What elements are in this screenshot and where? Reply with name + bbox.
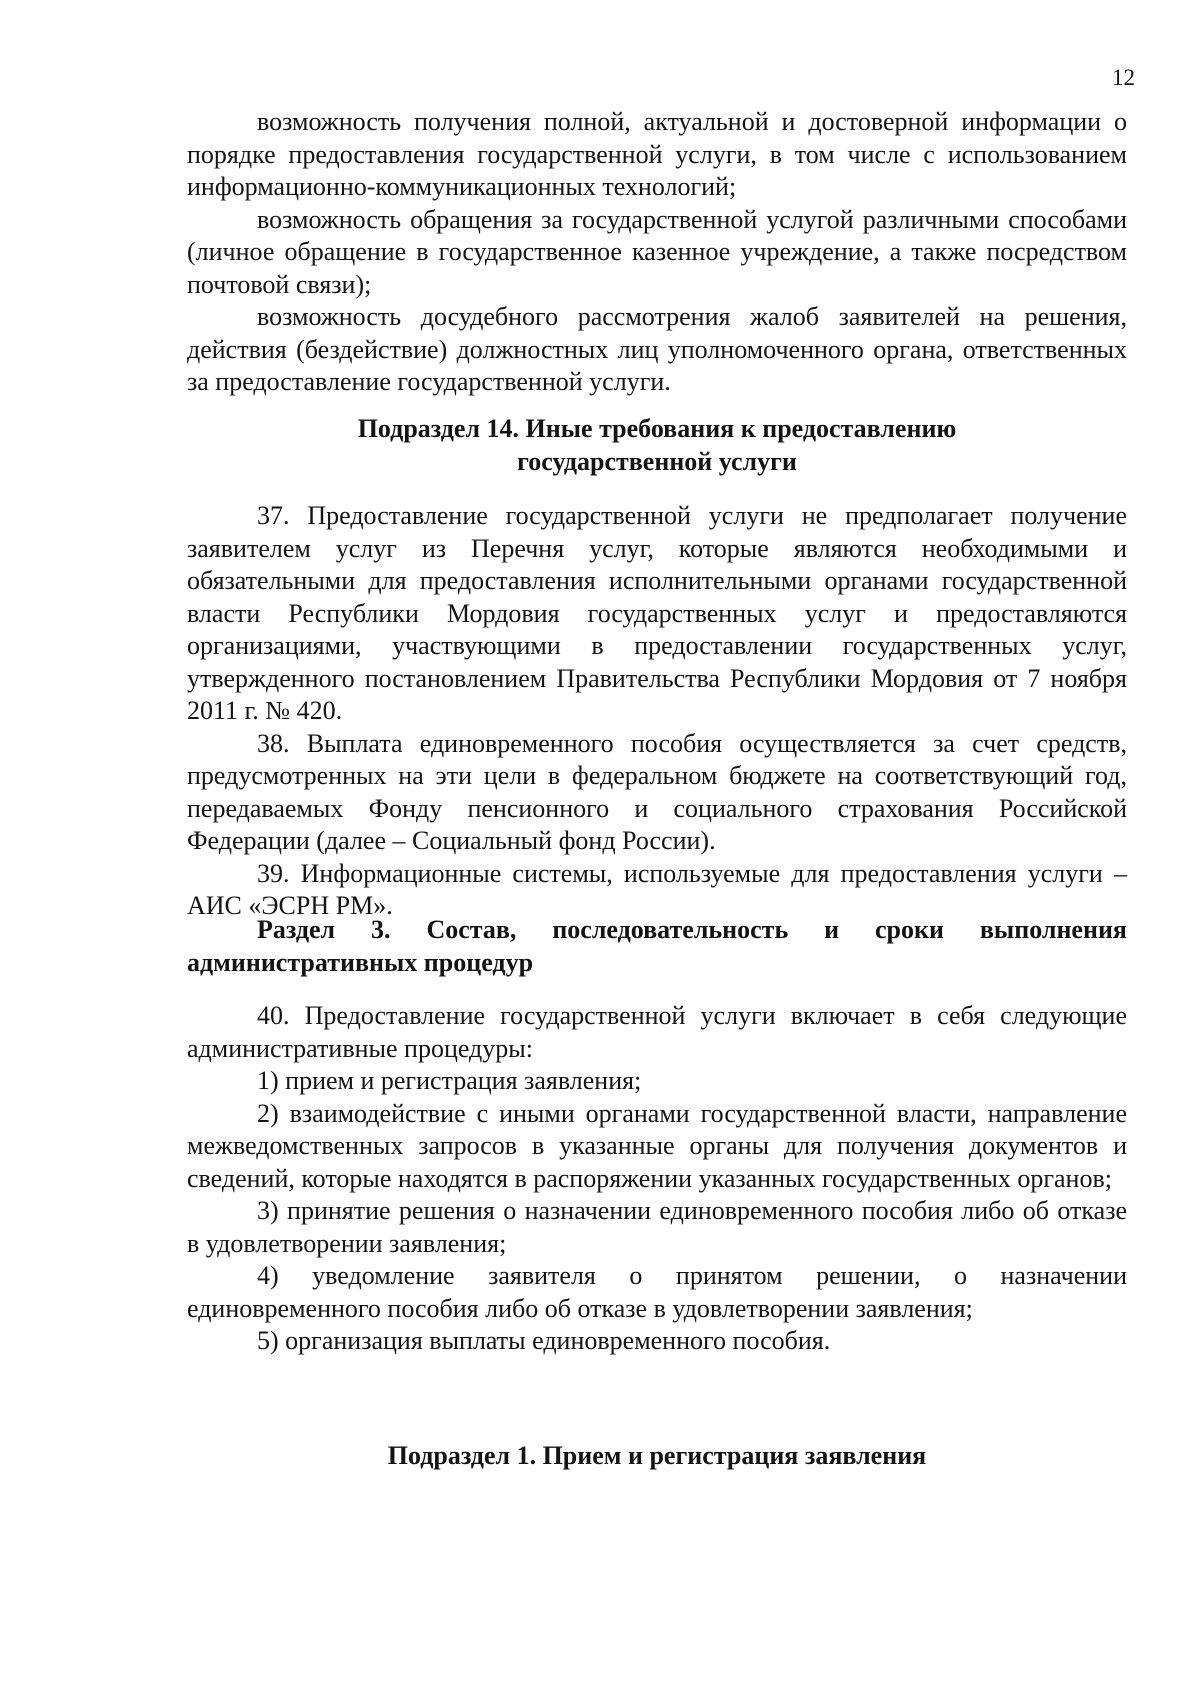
paragraph-38: 38. Выплата единовременного пособия осуществляется за счет средств, предусмотренных на эти цели в федеральном бюджете на соответствующий год, передаваемых Фонду пенсионного и социального страхования Российской Федерации (далее – Социальный фонд России).: [187, 728, 1127, 855]
text-block-items-37-39: [187, 500, 1127, 923]
paragraph: возможность обращения за государственной услугой различными способами (личное обращение в государственное казенное учреждение, а также посредством почтовой связи);: [187, 204, 1127, 299]
paragraph-37: 37. Предоставление государственной услуги не предполагает получение заявителем услуг из Перечня услуг, которые являются необходимыми и обязательными для предоставления исполнительными органами государственной власти Республики Мордовия государственных услуг и предоставляются организациями, участвующими в предоставлении государственных услуг, утвержденного постановлением Правительства Республики Мордовия от 7 ноября 2011 г. № 420.: [187, 501, 1127, 725]
list-item: 3) принятие решения о назначении единовременного пособия либо об отказе в удовлетворении заявления;: [187, 1196, 1127, 1258]
text-block-item-40: [187, 1000, 1127, 1358]
list-item: 4) уведомление заявителя о принятом решении, о назначении единовременного пособия либо об отказе в удовлетворении заявления;: [187, 1261, 1127, 1323]
heading-line: государственной услуги: [517, 446, 797, 476]
paragraph-40: 40. Предоставление государственной услуги включает в себя следующие административные процедуры:: [187, 1001, 1127, 1063]
list-item: 5) организация выплаты единовременного пособия.: [257, 1326, 831, 1355]
list-item: 1) прием и регистрация заявления;: [257, 1066, 642, 1095]
page-number: 12: [1112, 65, 1135, 90]
paragraph-39: 39. Информационные системы, используемые для предоставления услуги – АИС «ЭСРН РМ».: [187, 858, 1127, 920]
paragraph: возможность досудебного рассмотрения жалоб заявителей на решения, действия (бездействие) должностных лиц уполномоченного органа, ответственных за предоставление государственной услуги.: [187, 302, 1127, 396]
list-item: 2) взаимодействие с иными органами государственной власти, направление межведомственных запросов в указанные органы для получения документов и сведений, которые находятся в распоряжении указанных государственных органов;: [187, 1098, 1127, 1193]
section-3-heading: Раздел 3. Состав, последовательность и сроки выполнения административных процедур: [187, 915, 1127, 977]
paragraph: возможность получения полной, актуальной и достоверной информации о порядке предоставления государственной услуги, в том числе с использованием информационно-коммуникационных технологий;: [187, 107, 1127, 201]
subsection-1-heading: Подраздел 1. Прием и регистрация заявления: [387, 1441, 927, 1470]
subsection-14-heading: [187, 413, 1127, 478]
heading-line: Подраздел 14. Иные требования к предоставлению: [357, 414, 957, 443]
text-block-availability: [187, 106, 1127, 399]
